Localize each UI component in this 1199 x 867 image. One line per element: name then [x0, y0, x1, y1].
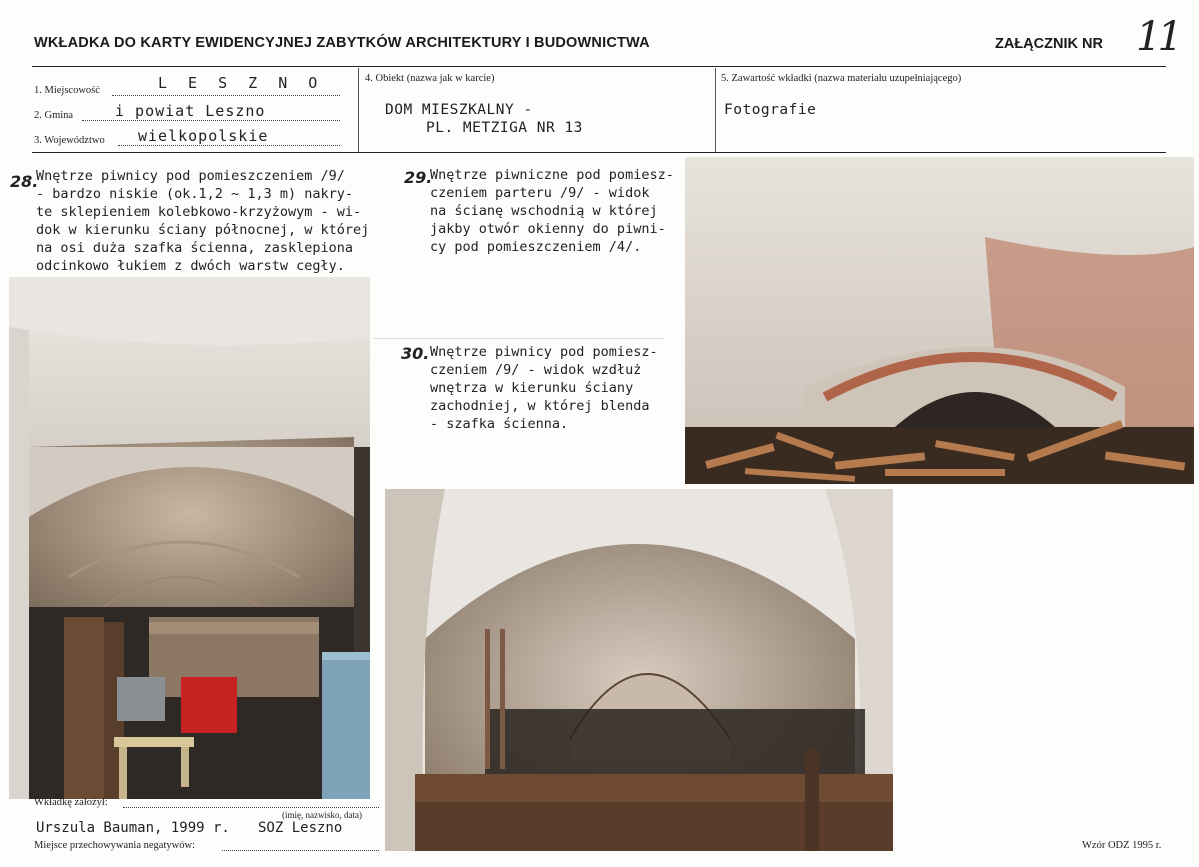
zawartosc-label: 5. Zawartość wkładki (nazwa materiału uzupełniającego)	[721, 73, 962, 84]
negatywy-dots	[222, 850, 379, 851]
gmina-dots	[82, 120, 340, 121]
photo-29	[685, 157, 1194, 484]
fields-rule	[32, 152, 1166, 153]
attachment-number: 11	[1136, 14, 1179, 60]
field-divider-2	[715, 68, 716, 152]
caption-28-text: Wnętrze piwnicy pod pomieszczeniem /9/ - bardzo niskie (ok.1,2 ~ 1,3 m) nakry- te sklepieniem kolebkowo-krzyżowym - wi- dok w kierunku ściany północnej, w której na osi duża szafka ścienna, zasklepiona odcinkowo łukiem z dwóch warstw cegły.	[36, 168, 370, 274]
caption-30-number: 30.	[401, 344, 430, 363]
attachment-label: ZAŁĄCZNIK NR	[995, 36, 1103, 52]
gmina-value: i powiat Leszno	[115, 102, 266, 120]
caption-28-number: 28.	[10, 172, 39, 191]
wojewodztwo-label: 3. Województwo	[34, 135, 105, 146]
obiekt-line-1: DOM MIESZKALNY -	[385, 102, 533, 118]
header-rule	[32, 66, 1166, 67]
negatywy-label: Miejsce przechowywania negatywów:	[34, 840, 195, 851]
miejscowosc-label: 1. Miejscowość	[34, 85, 100, 96]
zalozyl-org: SOZ Leszno	[258, 820, 343, 836]
caption-separator	[373, 338, 665, 339]
gmina-label: 2. Gmina	[34, 110, 74, 121]
zawartosc-value: Fotografie	[724, 102, 817, 118]
field-divider-1	[358, 68, 359, 152]
wojewodztwo-dots	[118, 145, 340, 146]
caption-29-text: Wnętrze piwniczne pod pomiesz- czeniem parteru /9/ - widok na ścianę wschodnią w której jakby otwór okienny do piwni- cy pod pomieszczeniem /4/.	[430, 167, 674, 255]
miejscowosc-value: L E S Z N O	[158, 74, 324, 92]
wojewodztwo-value: wielkopolskie	[138, 127, 269, 145]
zalozyl-dots	[123, 807, 379, 808]
form-title: WKŁADKA DO KARTY EWIDENCYJNEJ ZABYTKÓW ARCHITEKTURY I BUDOWNICTWA	[34, 35, 650, 51]
caption-29-number: 29.	[404, 168, 433, 187]
photo-28	[9, 277, 370, 799]
obiekt-line-2: PL. METZIGA NR 13	[426, 120, 583, 136]
obiekt-label: 4. Obiekt (nazwa jak w karcie)	[365, 73, 495, 84]
zalozyl-value: Urszula Bauman, 1999 r.	[36, 820, 230, 836]
form-template-version: Wzór ODZ 1995 r.	[1082, 840, 1162, 851]
caption-30-text: Wnętrze piwnicy pod pomiesz- czeniem /9/ - widok wzdłuż wnętrza w kierunku ściany zachodniej, w której blenda - szafka ścienna.	[430, 344, 658, 432]
miejscowosc-dots	[112, 95, 340, 96]
zalozyl-label: Wkładkę założył:	[34, 797, 108, 808]
photo-30	[385, 489, 893, 851]
zalozyl-hint: (imię, nazwisko, data)	[282, 810, 362, 820]
